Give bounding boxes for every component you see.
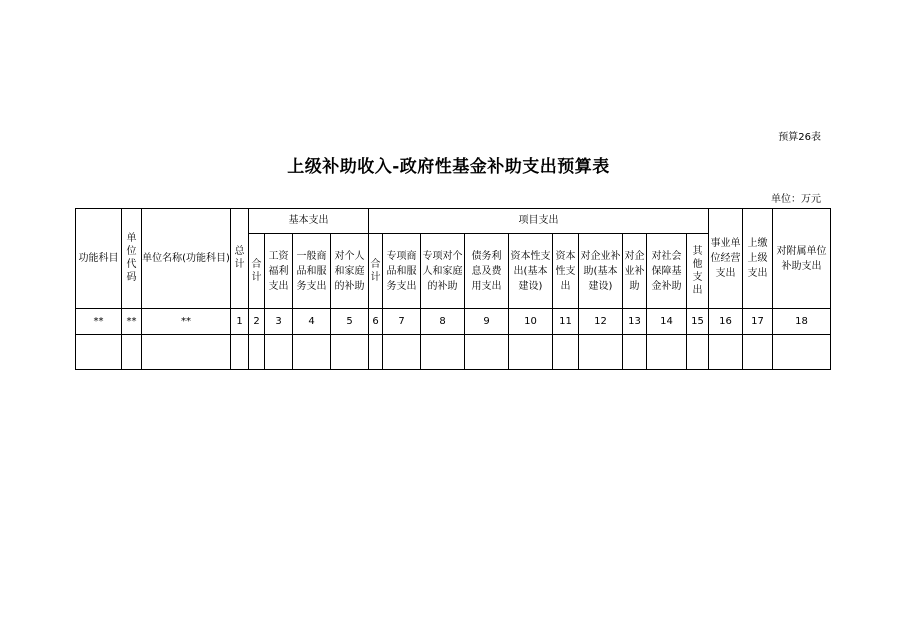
header-project-sum: 合计 [369,234,383,309]
index-cell: 16 [709,309,743,335]
budget-table [75,208,831,370]
data-cell [293,335,331,370]
header-basic-expenditure: 基本支出 [249,209,369,234]
data-cell [249,335,265,370]
header-goods: 一般商品和服务支出 [293,234,331,309]
header-total: 总计 [231,209,249,309]
index-cell: 15 [687,309,709,335]
index-cell: 11 [553,309,579,335]
data-cell [465,335,509,370]
header-func-subject: 功能科目 [76,209,122,309]
index-cell: ** [76,309,122,335]
data-cell [623,335,647,370]
header-enterprise: 对企业补助 [623,234,647,309]
data-cell [509,335,553,370]
index-cell: 8 [421,309,465,335]
index-cell: 9 [465,309,509,335]
header-capital: 资本性支出 [553,234,579,309]
unit-label: 单位：万元 [771,194,821,205]
header-operating: 事业单位经营支出 [709,209,743,309]
data-cell [773,335,831,370]
data-cell [743,335,773,370]
index-cell: 4 [293,309,331,335]
index-cell: 14 [647,309,687,335]
data-cell [553,335,579,370]
header-wages: 工资福利支出 [265,234,293,309]
data-cell [421,335,465,370]
index-row [76,309,831,335]
header-project-expenditure: 项目支出 [369,209,709,234]
data-cell [142,335,231,370]
data-cell [579,335,623,370]
index-cell: ** [122,309,142,335]
header-capital-basic: 资本性支出(基本建设) [509,234,553,309]
data-cell [709,335,743,370]
data-cell [231,335,249,370]
index-cell: 2 [249,309,265,335]
header-basic-sum: 合计 [249,234,265,309]
header-p-personal: 专项对个人和家庭的补助 [421,234,465,309]
index-cell: 13 [623,309,647,335]
index-cell: 17 [743,309,773,335]
header-social: 对社会保障基金补助 [647,234,687,309]
index-cell: 10 [509,309,553,335]
header-personal: 对个人和家庭的补助 [331,234,369,309]
index-cell: 3 [265,309,293,335]
header-affiliated: 对附属单位补助支出 [773,209,831,309]
header-unit-code: 单位代码 [122,209,142,309]
index-cell: 1 [231,309,249,335]
index-cell: 6 [369,309,383,335]
index-cell: 7 [383,309,421,335]
data-cell [647,335,687,370]
header-enterprise-basic: 对企业补助(基本建设) [579,234,623,309]
index-cell: 5 [331,309,369,335]
data-row [76,335,831,370]
index-cell: 18 [773,309,831,335]
data-cell [265,335,293,370]
data-cell [369,335,383,370]
header-other: 其他支出 [687,234,709,309]
header-debt: 债务利息及费用支出 [465,234,509,309]
data-cell [687,335,709,370]
form-number: 预算26表 [778,132,821,143]
page-title: 上级补助收入-政府性基金补助支出预算表 [287,157,610,177]
data-cell [122,335,142,370]
data-cell [383,335,421,370]
header-unit-name: 单位名称(功能科目) [142,209,231,309]
data-cell [76,335,122,370]
index-cell: ** [142,309,231,335]
index-cell: 12 [579,309,623,335]
header-upper: 上缴上级支出 [743,209,773,309]
header-p-goods: 专项商品和服务支出 [383,234,421,309]
header-row-1 [76,209,831,234]
data-cell [331,335,369,370]
